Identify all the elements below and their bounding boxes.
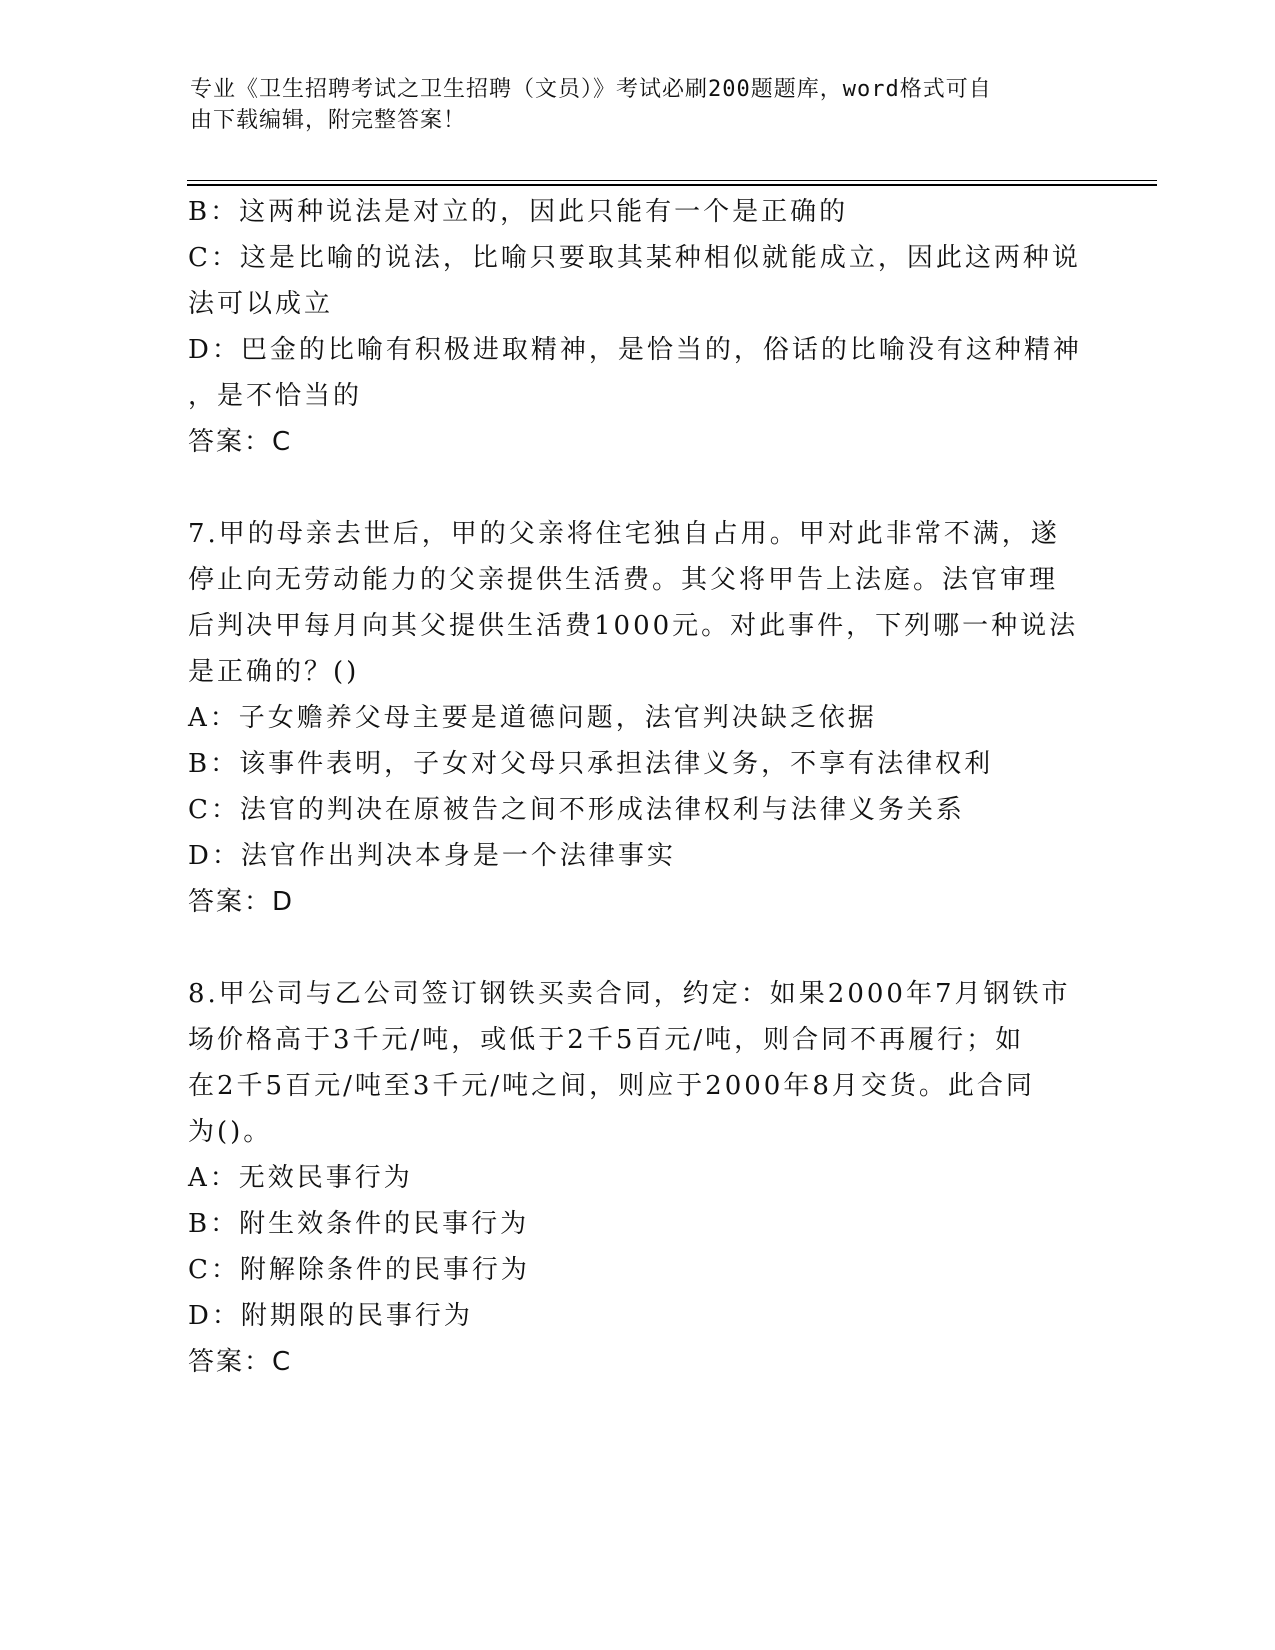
q6-option-d-line-2: ，是不恰当的 xyxy=(188,381,363,411)
q7-option-d: D：法官作出判决本身是一个法律事实 xyxy=(188,841,676,871)
question-content xyxy=(188,189,1082,1385)
q7-stem-line-3: 后判决甲每月向其父提供生活费1000元。对此事件，下列哪一种说法 xyxy=(188,611,1079,641)
q7-option-c: C：法官的判决在原被告之间不形成法律权利与法律义务关系 xyxy=(188,795,965,825)
question-7 xyxy=(188,511,1078,925)
q6-option-c-line-2: 法可以成立 xyxy=(188,289,334,319)
page-header xyxy=(190,74,1070,136)
spacer xyxy=(188,925,1078,971)
q8-stem-line-4: 为()。 xyxy=(188,1117,273,1147)
q8-stem-line-2: 场价格高于3千元/吨，或低于2千5百元/吨，则合同不再履行；如 xyxy=(188,1025,1025,1055)
q6-answer: 答案：C xyxy=(188,427,293,457)
q7-option-b: B：该事件表明，子女对父母只承担法律义务，不享有法律权利 xyxy=(188,749,994,779)
q8-option-d: D：附期限的民事行为 xyxy=(188,1301,473,1331)
q8-stem-line-3: 在2千5百元/吨至3千元/吨之间，则应于2000年8月交货。此合同 xyxy=(188,1071,1035,1101)
q8-answer: 答案：C xyxy=(188,1347,293,1377)
q7-stem-line-2: 停止向无劳动能力的父亲提供生活费。其父将甲告上法庭。法官审理 xyxy=(188,565,1059,595)
q6-option-b: B：这两种说法是对立的，因此只能有一个是正确的 xyxy=(188,197,849,227)
q6-option-c-line-1: C：这是比喻的说法，比喻只要取其某种相似就能成立，因此这两种说 xyxy=(188,243,1081,273)
q8-option-c: C：附解除条件的民事行为 xyxy=(188,1255,530,1285)
q7-answer: 答案：D xyxy=(188,887,295,917)
q7-option-a: A：子女赡养父母主要是道德问题，法官判决缺乏依据 xyxy=(188,703,877,733)
header-line-2: 由下载编辑，附完整答案！ xyxy=(190,108,467,133)
q8-option-a: A：无效民事行为 xyxy=(188,1163,413,1193)
q8-option-b: B：附生效条件的民事行为 xyxy=(188,1209,530,1239)
q8-stem-line-1: 8.甲公司与乙公司签订钢铁买卖合同，约定：如果2000年7月钢铁市 xyxy=(188,979,1071,1009)
question-8 xyxy=(188,971,1078,1385)
question-6-tail xyxy=(188,189,1082,465)
header-line-1: 专业《卫生招聘考试之卫生招聘（文员）》考试必刷200题题库，word格式可自 xyxy=(190,77,992,102)
q7-stem-line-4: 是正确的？() xyxy=(188,657,360,687)
header-divider-thick xyxy=(187,184,1157,186)
spacer xyxy=(188,465,1078,511)
header-divider-thin xyxy=(187,180,1157,181)
q6-option-d-line-1: D：巴金的比喻有积极进取精神，是恰当的，俗话的比喻没有这种精神 xyxy=(188,335,1082,365)
q7-stem-line-1: 7.甲的母亲去世后，甲的父亲将住宅独自占用。甲对此非常不满，遂 xyxy=(188,519,1060,549)
